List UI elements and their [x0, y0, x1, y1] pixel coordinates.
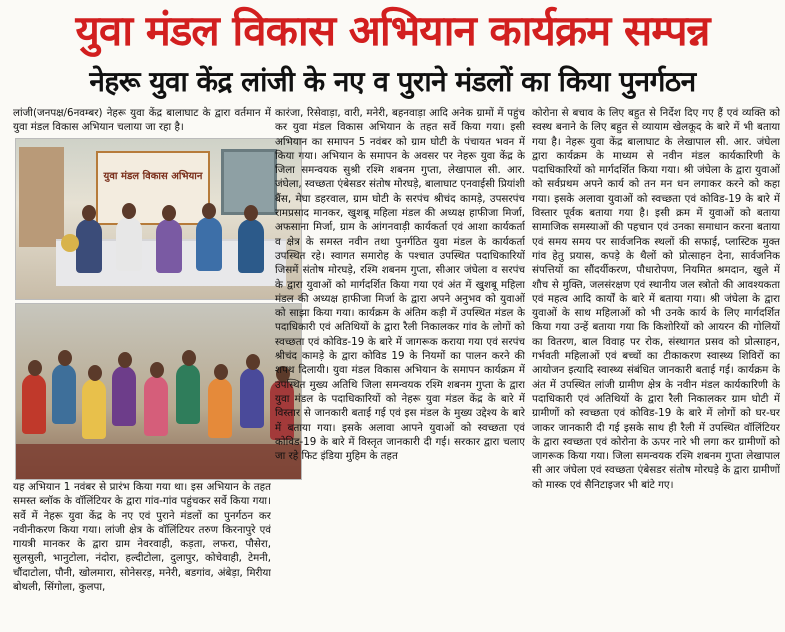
article-column-1-top: लांजी(जनपक्ष/6नवम्बर) नेहरू युवा केंद्र बालाघाट के द्वारा वर्तमान में युवा मंडल विकास अभियान चलाया जा रहा है।	[13, 107, 271, 134]
person	[112, 366, 136, 426]
banner-text: युवा मंडल विकास अभियान	[103, 171, 203, 182]
person	[82, 379, 106, 439]
person	[196, 217, 222, 271]
person	[238, 219, 264, 273]
person	[176, 364, 200, 424]
article-column-1-bottom: यह अभियान 1 नवंबर से प्रारंभ किया गया था। इस अभियान के तहत समस्त ब्लॉक के वॉलिंटियर के द्वारा गांव-गांव पहुंचकर सर्वे किया गया। सर्वे में नेहरू युवा केंद्र के नए एवं पुराने मंडलों का पुनर्गठन कर नवीनीकरण किया गया। लांजी क्षेत्र के वॉलिंटियर तरुण किरनापुरे एवं गायत्री मानकर के द्वारा ग्राम नेवरवाही, कड़ता, लफरा, पौसेरा, सुलसुली, भानुटोला, नंदोरा, हल्दीटोला, दुलापुर, कोचेवाही, टेमनी, चौंदाटोला, पौनी, खोलमारा, सोनेसरड़, मनेरी, बडगांव, अंबेड़ा, मिरीया बोथली, सिंगोला, कुलपा,	[13, 481, 271, 594]
person	[52, 364, 76, 424]
event-banner	[96, 151, 210, 225]
person	[116, 217, 142, 271]
headline-subtitle: नेहरू युवा केंद्र लांजी के नए व पुराने मंडलों का किया पुनर्गठन	[89, 65, 696, 98]
person	[76, 219, 102, 273]
article-column-3: कोरोना से बचाव के लिए बहुत से निर्देश दिए गए हैं एवं व्यक्ति को स्वस्थ बनाने के लिए बहुत से व्यायाम खेलकूद के बारे में भी बताया गया है। नेहरू युवा केंद्र बालाघाट के लेखापाल सी. आर. जंघेला द्वारा कार्यक्रम के माध्यम से नवीन मंडल कार्यकारिणी के पदाधिकारियों को मार्गदर्शित किया गया। श्री जंघेला के द्वारा युवाओं को सर्वप्रथम अपने कार्य को तन मन धन लगाकर करने को कहा गया। इसके अलावा युवाओं को स्वच्छता एवं कोविड-19 के बारे में विस्तार पूर्वक बताया गया है। इसी क्रम में युवाओं को बताया सामाजिक समस्याओं की पहचान एवं उनका समाधान करना बताया एवं समय समय पर सार्वजनिक स्थलों की सफाई, प्लास्टिक मुक्त गांव हेतु प्रयास, कपड़े के थैलों को प्रोत्साहन देना, सार्वजनिक संपत्तियों का सौंदर्यीकरण, पौधारोपण, नियमित श्रमदान, खुले में शौच से मुक्ति, जलसंरक्षण एवं स्थानीय जल स्त्रोतो की आवश्यकता एवं महत्व आदि कार्यों के बारे में बताया गया। श्री जंघेला के द्वारा युवाओं के साथ महिलाओं को भी उनके कार्य के लिए मार्गदर्शित किया गया उन्हें बताया गया कि किशोरियों को आयरन की गोलियों का वितरण, बाल विवाह पर रोक, संस्थागत प्रसव को प्रोत्साहन, गर्भवती महिलाओं एवं बच्चों का टीकाकरण स्वास्थ्य शिविरों का आयोजन इत्यादि स्वास्थ्य संबंधित जानकारी बताई गई। कार्यक्रम के अंत में उपस्थित लांजी ग्रामीण क्षेत्र के नवीन मंडल कार्यकारिणी के पदाधिकारी एवं अतिथियों के द्वारा रैली निकालकर ग्राम घोटी में ग्रामीणों को स्वच्छता एवं कोविड-19 के बारे में लोगों को घर-घर जाकर जानकारी दी गई इसके साथ ही रैली में उपस्थित वॉलिंटियर के द्वारा स्वच्छता एवं कोरोना के ऊपर नारे भी लगा कर ग्रामीणों को जागरूक किया गया। जिला समन्वयक रश्मि शबनम गुप्ता लेखापाल सी आर जंघेला एवं स्वच्छता एंबेसडर संतोष मोरघड़े के द्वारा ग्रामीणों को मास्क एवं सैनिटाइजर भी बांटे गए।	[532, 107, 780, 491]
chairs-row	[16, 444, 301, 479]
headline-title: युवा मंडल विकास अभियान कार्यक्रम सम्पन्न	[75, 6, 710, 55]
photo-audience	[15, 303, 302, 480]
person	[208, 378, 232, 438]
person	[240, 368, 264, 428]
person	[156, 219, 182, 273]
person	[22, 374, 46, 434]
flower-vase	[61, 234, 79, 252]
door	[19, 147, 64, 247]
photo-meeting-hall	[15, 138, 302, 300]
person	[144, 376, 168, 436]
article-column-2: कारंजा, रिसेवाड़ा, वारी, मनेरी, बहनवाड़ा आदि अनेक ग्रामों में पहुंच कर युवा मंडल विकास अभियान के तहत सर्वे किया गया। इसी अभियान का समापन 5 नवंबर को ग्राम घोटी के पंचायत भवन में किया गया। अभियान के समापन के अवसर पर नेहरू युवा केंद्र के जिला समन्वयक सुश्री रश्मि शबनम गुप्ता, लेखापाल सी. आर. जंघेला, स्वच्छता एंबेसडर संतोष मोरघड़े, बालाघाट एनवाईसी प्रियांशी बैंस, मेघा डहरवाल, ग्राम घोटी के सरपंच श्रीचंद कामड़े, उपसरपंच रामप्रसाद मानकर, खुशबू महिला मंडल की अध्यक्ष हाफीजा मिर्जा, अफसाना मिर्जा, ग्राम के आंगनवाड़ी कार्यकर्ता एवं आशा कार्यकर्ता व क्षेत्र के समस्त नवीन तथा पुनर्गठित युवा मंडल के कार्यकर्ता उपस्थित रहे। स्वागत समारोह के पश्चात उपस्थित पदाधिकारियों जिसमें संतोष मोरघड़े, रश्मि शबनम गुप्ता, सीआर जंघेला व सरपंच के द्वारा युवाओं को मार्गदर्शित किया गया एवं अंत में खुशबू महिला मंडल की अध्यक्ष हाफीजा मिर्जा के द्वारा अपने अनुभव को युवाओं को साझा किया गया। कार्यक्रम के अंतिम कड़ी में उपस्थित मंडल के पदाधिकारी एवं अतिथियों के द्वारा रैली निकालकर गांव के लोगों को स्वच्छता एवं कोविड-19 के बारे में जागरूक कराया गया एवं सरपंच श्रीचंद कामड़े के द्वारा कोविड 19 के नियमों का पालन करने की शपथ दिलायी। युवा मंडल विकास अभियान के समापन कार्यक्रम में उपस्थित मुख्य अतिथि जिला समन्वयक रश्मि शबनम गुप्ता के द्वारा युवा मंडल के पदाधिकारियों को नेहरू युवा मंडल केंद्र के बारे में विस्तार से जानकारी बताई गई एवं इस मंडल के मुख्य उद्देश्य के बारे में बताया गया। इसके अलावा आपने युवाओं को स्वच्छता एवं कोविड-19 के बारे में विस्तृत जानकारी दी गई। सरकार द्वारा चलाए जा रहे फिट इंडिया मुहिम के तहत	[275, 107, 525, 463]
